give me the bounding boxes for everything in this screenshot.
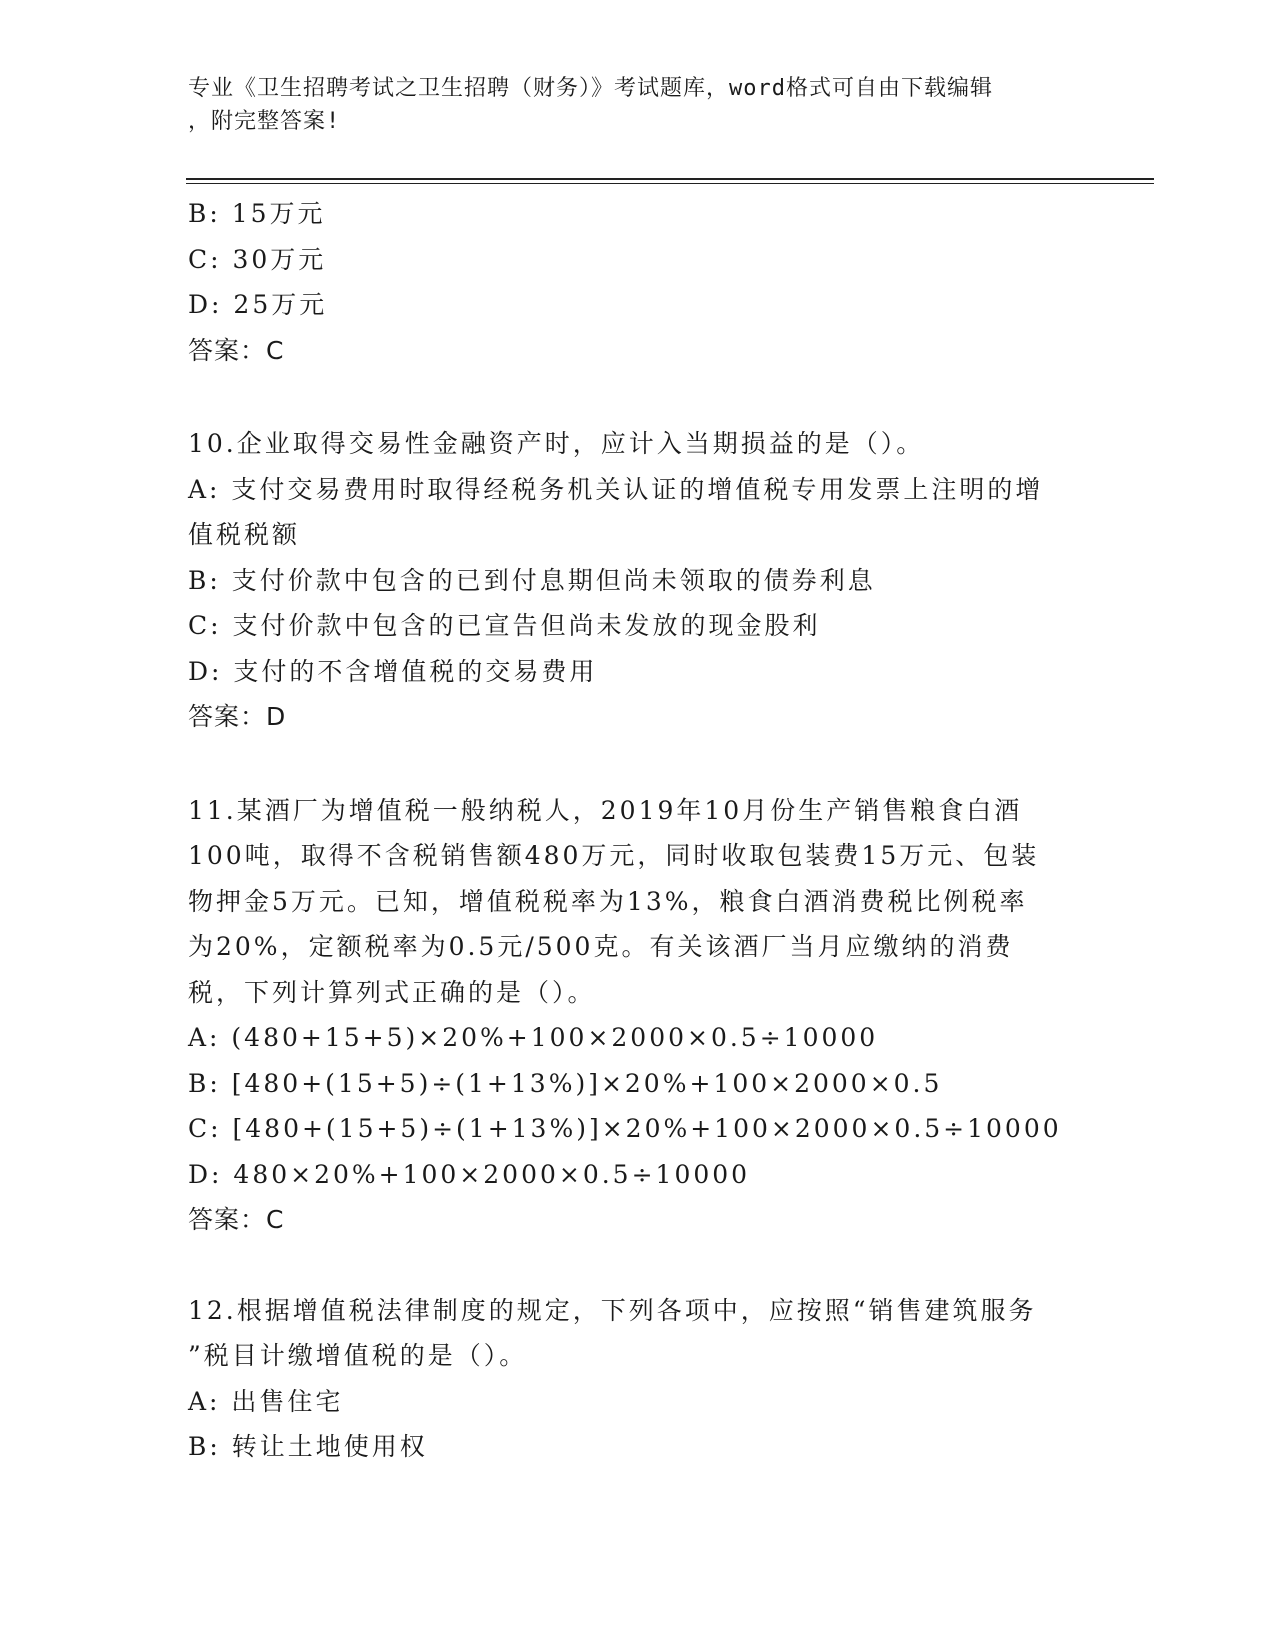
question-10-answer: 答案：D: [188, 702, 287, 731]
question-10-option-b: B: 支付价款中包含的已到付息期但尚未领取的债券利息: [188, 565, 876, 595]
question-11-stem-2: 100吨，取得不含税销售额480万元，同时收取包装费15万元、包装: [188, 841, 1040, 870]
header-title-line-1: 专业《卫生招聘考试之卫生招聘（财务）》考试题库，word格式可自由下载编辑: [188, 76, 993, 101]
document-body: [188, 191, 1088, 1470]
question-11-option-a: A: (480+15+5)×20%+100×2000×0.5÷10000: [188, 1023, 879, 1052]
question-9-option-d: D: 25万元: [188, 290, 328, 319]
question-11-option-b: B: [480+(15+5)÷(1+13%)]×20%+100×2000×0.5: [188, 1068, 943, 1098]
question-11-stem-4: 为20%，定额税率为0.5元/500克。有关该酒厂当月应缴纳的消费: [188, 932, 1014, 961]
question-9-answer: 答案：C: [188, 335, 285, 365]
question-12-stem-2: ”税目计缴增值税的是（）。: [188, 1341, 528, 1370]
question-12-stem-1: 12.根据增值税法律制度的规定，下列各项中，应按照“销售建筑服务: [188, 1295, 1037, 1325]
question-10-block: [188, 421, 1088, 740]
question-9-option-c: C: 30万元: [188, 244, 327, 274]
question-12-block: [188, 1288, 1088, 1470]
spacer: [188, 740, 1088, 788]
question-10-option-c: C: 支付价款中包含的已宣告但尚未发放的现金股利: [188, 611, 821, 640]
spacer: [188, 1243, 1088, 1288]
question-12-option-b: B: 转让土地使用权: [188, 1432, 428, 1461]
question-11-stem-1: 11.某酒厂为增值税一般纳税人，2019年10月份生产销售粮食白酒: [188, 795, 1023, 825]
spacer: [188, 373, 1088, 421]
header-title-line-2: ，附完整答案!: [188, 109, 341, 134]
question-10-stem: 10.企业取得交易性金融资产时，应计入当期损益的是（）。: [188, 429, 925, 458]
question-11-answer: 答案：C: [188, 1205, 285, 1234]
header-divider-thick: [186, 178, 1154, 180]
question-9-block: [188, 191, 1088, 373]
header-divider-thin: [186, 183, 1154, 184]
question-11-stem-3: 物押金5万元。已知，增值税税率为13%，粮食白酒消费税比例税率: [188, 886, 1028, 916]
question-10-option-a-cont: 值税税额: [188, 520, 301, 549]
question-12-option-a: A: 出售住宅: [188, 1386, 344, 1416]
page-header: [188, 72, 1088, 138]
question-11-block: [188, 788, 1088, 1243]
question-10-option-a: A: 支付交易费用时取得经税务机关认证的增值税专用发票上注明的增: [188, 474, 1044, 504]
question-11-option-c: C: [480+(15+5)÷(1+13%)]×20%+100×2000×0.5÷10000: [188, 1114, 1062, 1143]
question-9-option-b: B: 15万元: [188, 199, 326, 228]
question-10-option-d: D: 支付的不含增值税的交易费用: [188, 656, 598, 686]
question-11-stem-5: 税，下列计算列式正确的是（）。: [188, 977, 596, 1007]
question-11-option-d: D: 480×20%+100×2000×0.5÷10000: [188, 1159, 751, 1189]
